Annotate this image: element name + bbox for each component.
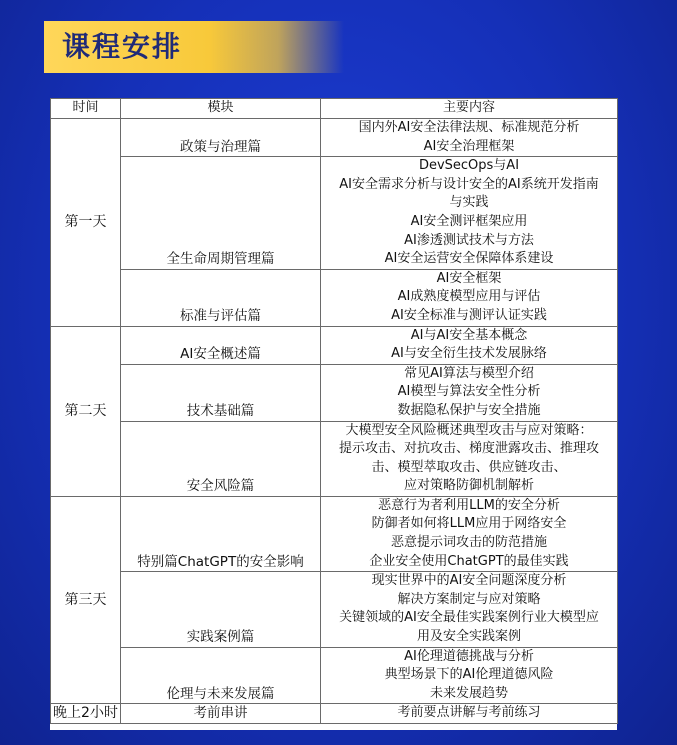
day-cell: 第三天 bbox=[51, 496, 121, 704]
content-line: 未来发展趋势 bbox=[429, 685, 508, 701]
content-line: 防御者如何将LLM应用于网络安全 bbox=[371, 516, 567, 532]
content-line: AI成熟度模型应用与评估 bbox=[397, 289, 541, 305]
content-cell bbox=[321, 647, 618, 704]
content-line: 恶意行为者利用LLM的安全分析 bbox=[378, 497, 560, 513]
day-cell: 第二天 bbox=[51, 326, 121, 496]
module-cell: 全生命周期管理篇 bbox=[121, 157, 321, 270]
table-header-row bbox=[51, 99, 618, 119]
content-line: 关键领域的AI安全最佳实践案例行业大模型应 bbox=[339, 610, 599, 626]
schedule-table bbox=[50, 98, 618, 724]
content-line: AI安全框架 bbox=[436, 270, 502, 286]
table-row bbox=[51, 572, 618, 647]
content-cell bbox=[321, 269, 618, 326]
table-row bbox=[51, 421, 618, 496]
content-line: AI与安全衍生技术发展脉络 bbox=[391, 346, 547, 362]
content-line: 击、模型萃取攻击、供应链攻击、 bbox=[371, 459, 567, 475]
content-line: 数据隐私保护与安全措施 bbox=[397, 402, 541, 418]
content-line: 大模型安全风险概述典型攻击与应对策略： bbox=[345, 422, 593, 438]
module-cell: 政策与治理篇 bbox=[121, 119, 321, 157]
content-cell bbox=[321, 119, 618, 157]
header-module: 模块 bbox=[121, 99, 321, 119]
table-row bbox=[51, 326, 618, 364]
table-row bbox=[51, 157, 618, 270]
table-row bbox=[51, 647, 618, 704]
content-line: AI安全标准与测评认证实践 bbox=[391, 307, 547, 323]
module-cell: 技术基础篇 bbox=[121, 364, 321, 421]
content-cell bbox=[321, 326, 618, 364]
content-line: 企业安全使用ChatGPT的最佳实践 bbox=[369, 553, 569, 569]
content-cell bbox=[321, 572, 618, 647]
content-line: 解决方案制定与应对策略 bbox=[397, 591, 541, 607]
content-line: 应对策略防御机制解析 bbox=[403, 478, 534, 494]
content-cell bbox=[321, 364, 618, 421]
day-cell: 第一天 bbox=[51, 119, 121, 327]
table-row bbox=[51, 496, 618, 571]
page-title: 课程安排 bbox=[62, 30, 183, 63]
content-line: AI安全治理框架 bbox=[423, 138, 515, 154]
module-cell: 标准与评估篇 bbox=[121, 269, 321, 326]
content-line: DevSecOps与AI bbox=[418, 158, 520, 174]
table-row bbox=[51, 119, 618, 157]
module-cell: AI安全概述篇 bbox=[121, 326, 321, 364]
content-cell-evening: 考前要点讲解与考前练习 bbox=[321, 704, 618, 724]
module-cell: 特别篇ChatGPT的安全影响 bbox=[121, 496, 321, 571]
day-cell-evening: 晚上2小时 bbox=[51, 704, 121, 724]
module-cell: 伦理与未来发展篇 bbox=[121, 647, 321, 704]
content-line: AI伦理道德挑战与分析 bbox=[404, 648, 534, 664]
content-line: 用及安全实践案例 bbox=[416, 629, 521, 645]
header-time: 时间 bbox=[51, 99, 121, 119]
content-line: AI模型与算法安全性分析 bbox=[397, 384, 541, 400]
table-row bbox=[51, 364, 618, 421]
table-body bbox=[51, 119, 618, 724]
content-cell bbox=[321, 421, 618, 496]
content-line: 与实践 bbox=[449, 195, 489, 211]
table-row bbox=[51, 269, 618, 326]
content-line: 现实世界中的AI安全问题深度分析 bbox=[371, 573, 567, 589]
content-cell bbox=[321, 157, 618, 270]
content-line: 提示攻击、对抗攻击、梯度泄露攻击、推理攻 bbox=[338, 441, 599, 457]
schedule-table-container bbox=[50, 98, 617, 730]
content-line: 常见AI算法与模型介绍 bbox=[404, 365, 534, 381]
content-line: 国内外AI安全法律法规、标准规范分析 bbox=[358, 120, 580, 135]
table-row-evening bbox=[51, 704, 618, 724]
content-line: AI安全测评框架应用 bbox=[410, 213, 528, 229]
module-cell: 实践案例篇 bbox=[121, 572, 321, 647]
module-cell: 安全风险篇 bbox=[121, 421, 321, 496]
content-line: AI安全需求分析与设计安全的AI系统开发指南 bbox=[339, 176, 599, 192]
content-line: 恶意提示词攻击的防范措施 bbox=[390, 535, 547, 551]
content-line: 典型场景下的AI伦理道德风险 bbox=[384, 667, 554, 683]
content-cell bbox=[321, 496, 618, 571]
content-line: AI与AI安全基本概念 bbox=[410, 327, 528, 343]
content-line: AI渗透测试技术与方法 bbox=[404, 232, 534, 248]
title-banner bbox=[44, 21, 344, 73]
header-content: 主要内容 bbox=[321, 99, 618, 119]
module-cell-evening: 考前串讲 bbox=[121, 704, 321, 724]
content-line: AI安全运营安全保障体系建设 bbox=[384, 251, 554, 267]
